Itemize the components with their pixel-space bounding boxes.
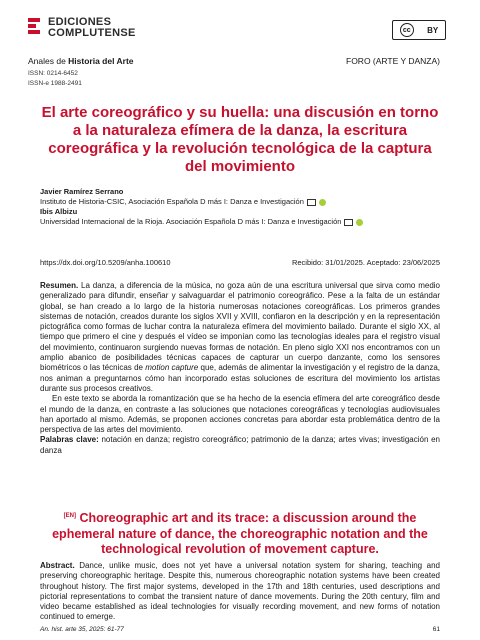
- journal-prefix: Anales de: [28, 56, 69, 66]
- issn-e: ISSN-e 1988-2491: [28, 80, 82, 87]
- author-name: Javier Ramírez Serrano: [40, 187, 124, 196]
- resumen-text: La danza, a diferencia de la música, no goza aún de una escritura universal que sirva como medio generalizado para difundir, enseñar y salvaguardar el patrimonio coreográfico. Pese a la falta de un estándar global, se han creado a lo largo de la historia numerosas notaciones coreográficas. Los primeros grandes sistemas de notación, creados durante los siglos XVII y XVIII, confiaron en la descripción y en la representación pictográfica como formas de luchar contra la naturaleza efímera del movimiento bailado. Durante el siglo XX, al tiempo que primero el cine y después el vídeo se imponían como las tecnologías ideales para el registro visual del movimiento, continuaron surgiendo nuevas formas de notación. En pleno siglo XXI nos encontramos con un amplio abanico de posibilidades técnicas capaces de capturar un cuerpo danzante, como los sensores biométricos o las técnicas de: [40, 281, 440, 373]
- author-affiliation: [40, 217, 440, 227]
- keywords-label: Palabras clave:: [40, 435, 99, 445]
- resumen-block: [40, 281, 440, 456]
- journal-name: [28, 56, 134, 66]
- resumen-text-end: que, además de alimentar la investigación y el registro de la danza, nos animan a preguntarnos cómo han incorporado estas soluciones de escritura del movimiento los artistas durante sus procesos creativos.: [40, 363, 441, 393]
- publisher-name: [48, 17, 136, 39]
- abstract-label: Abstract.: [40, 561, 75, 570]
- keywords-text: notación en danza; registro coreográfico; patrimonio de la danza; artes vivas; investigación en danza: [40, 435, 441, 455]
- publisher-line2: COMPLUTENSE: [48, 27, 136, 39]
- publisher-logo-icon: [28, 18, 40, 38]
- orcid-icon[interactable]: [356, 219, 363, 226]
- author-name: Ibis Albizu: [40, 207, 78, 216]
- title-en-text: Choreographic art and its trace: a discussion around the ephemeral nature of dance, the choreographic notation and the technological revolution of movement capture.: [52, 511, 428, 557]
- resumen-paragraph-2: En este texto se aborda la romantización que se ha hecho de la esencia efímera del arte coreográfico desde el mundo de la danza, en contraste a las soluciones que notaciones coreográficas y tecnologías audiovisuales han aportado al mismo. Además, se proponen acciones concretas para abordar esta problemática dentro de la perspectiva de las artes del movimiento.: [40, 394, 440, 435]
- section-label: FORO (ARTE Y DANZA): [346, 56, 440, 66]
- resumen-italic: motion capture: [145, 363, 199, 373]
- author-affiliation: [40, 197, 440, 207]
- orcid-icon[interactable]: [319, 199, 326, 206]
- article-title-es: El arte coreográfico y su huella: una discusión en torno a la naturaleza efímera de la danza, la escritura coreográfica y la revolución tecnológica de la captura del movimiento: [41, 104, 439, 175]
- footer-citation: An. hist. arte 35, 2025: 61-77: [40, 626, 124, 633]
- abstract-en-block: [40, 561, 440, 623]
- resumen-paragraph-1: [40, 281, 440, 394]
- page-number: 61: [432, 626, 440, 633]
- email-icon[interactable]: [307, 199, 316, 206]
- authors-block: [40, 187, 440, 227]
- received-accepted-dates: Recibido: 31/01/2025. Aceptado: 23/06/2025: [291, 258, 440, 267]
- article-title-en: [40, 509, 440, 558]
- language-tag: [EN]: [63, 513, 76, 519]
- doi-link[interactable]: https://dx.doi.org/10.5209/anha.100610: [40, 258, 171, 267]
- publisher-line1: EDICIONES: [48, 16, 112, 28]
- abstract-text: Dance, unlike music, does not yet have a universal notation system for sharing, teaching and preserving choreographic heritage. Despite this, numerous choreographic notation systems have been created throughout history. The first major systems, developed in the 17th and 18th centuries, used descriptions and pictorial representations to combat the transient nature of dance movements. During the 20th century, film and video became established as ideal technologies for visually recording movement, and new forms of notation continued to emerge.: [40, 561, 440, 622]
- issn: ISSN: 0214-6452: [28, 70, 78, 77]
- issn-block: [28, 69, 82, 89]
- email-icon[interactable]: [344, 219, 353, 226]
- keywords-line: [40, 435, 440, 456]
- cc-icon: cc: [400, 23, 414, 37]
- cc-license-badge[interactable]: [392, 20, 446, 40]
- resumen-label: Resumen.: [40, 281, 79, 290]
- affiliation-text: Universidad Internacional de la Rioja. Asociación Española D más I: Danza e Investigación: [40, 217, 342, 226]
- by-icon: BY: [427, 25, 439, 35]
- affiliation-text: Instituto de Historia-CSIC, Asociación Española D más I: Danza e Investigación: [40, 197, 304, 206]
- journal-title: Historia del Arte: [68, 56, 134, 66]
